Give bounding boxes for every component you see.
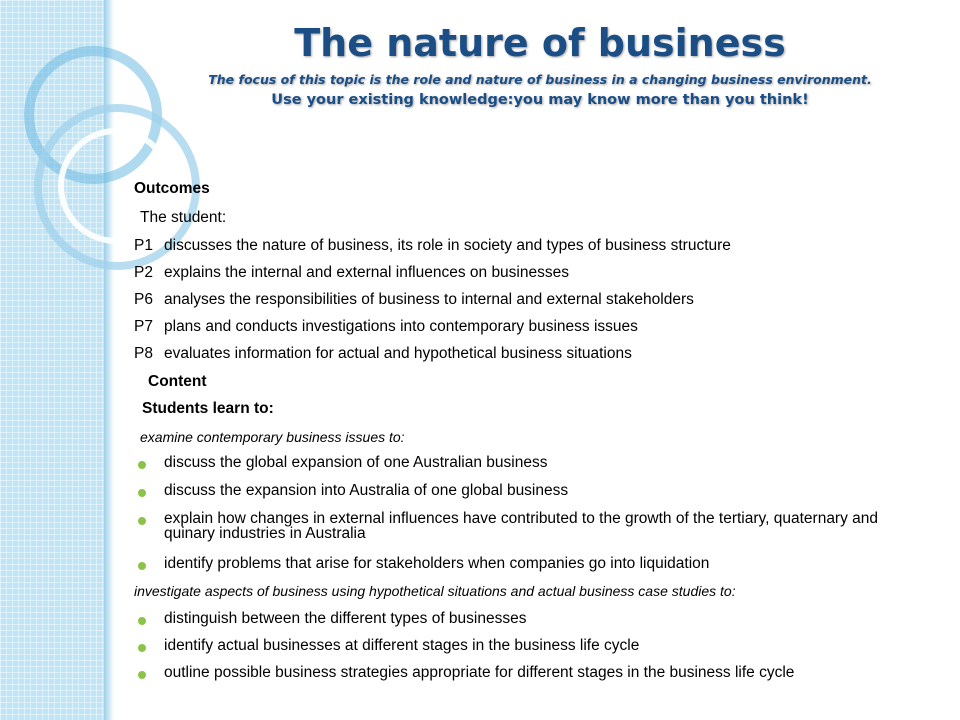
slide-title-block xyxy=(140,18,940,110)
outcomes-heading: Outcomes xyxy=(134,180,210,197)
outcome-text: explains the internal and external influences on businesses xyxy=(164,264,569,281)
list-item-text: explain how changes in external influences have contributed to the growth of the tertiary, quaternary and quinary industries in Australia xyxy=(164,510,879,542)
slide-subtitle-2: Use your existing knowledge:you may know more than you think! xyxy=(271,92,809,108)
bullet-icon xyxy=(138,562,146,570)
outcome-item xyxy=(134,318,638,336)
outcome-text: analyses the responsibilities of business to internal and external stakeholders xyxy=(164,291,694,308)
outcome-code: P6 xyxy=(134,291,153,308)
outcome-text: evaluates information for actual and hypothetical business situations xyxy=(164,345,632,362)
list-item-text: outline possible business strategies appropriate for different stages in the business life cycle xyxy=(164,664,795,681)
outcome-code: P1 xyxy=(134,237,153,254)
list-item-text: distinguish between the different types of businesses xyxy=(164,610,527,627)
section2-intro: investigate aspects of business using hypothetical situations and actual business case studies to: xyxy=(134,583,736,599)
students-learn-heading: Students learn to: xyxy=(142,400,274,417)
outcome-code: P2 xyxy=(134,264,153,281)
outcome-text: discusses the nature of business, its role in society and types of business structure xyxy=(164,237,731,254)
bullet-icon xyxy=(138,461,146,469)
bullet-icon xyxy=(138,517,146,525)
list-item-text: identify actual businesses at different stages in the business life cycle xyxy=(164,637,640,654)
slide-subtitle: The focus of this topic is the role and nature of business in a changing business environment. xyxy=(208,72,872,87)
outcome-item xyxy=(134,345,632,363)
bullet-icon xyxy=(138,644,146,652)
outcomes-intro: The student: xyxy=(140,209,227,226)
list-item-text: discuss the expansion into Australia of one global business xyxy=(164,482,569,499)
outcome-item xyxy=(134,291,694,309)
outcome-text: plans and conducts investigations into contemporary business issues xyxy=(164,318,638,335)
outcome-code: P7 xyxy=(134,318,153,335)
outcome-code: P8 xyxy=(134,345,153,362)
outcome-item xyxy=(134,264,569,282)
bullet-icon xyxy=(138,671,146,679)
bullet-icon xyxy=(138,489,146,497)
bullet-icon xyxy=(138,617,146,625)
list-item-text: identify problems that arise for stakeholders when companies go into liquidation xyxy=(164,555,710,572)
slide-title: The nature of business xyxy=(294,21,786,65)
list-item-text: discuss the global expansion of one Australian business xyxy=(164,454,548,471)
outcome-item xyxy=(134,237,731,255)
section1-intro: examine contemporary business issues to: xyxy=(140,429,405,445)
content-heading: Content xyxy=(148,373,207,390)
